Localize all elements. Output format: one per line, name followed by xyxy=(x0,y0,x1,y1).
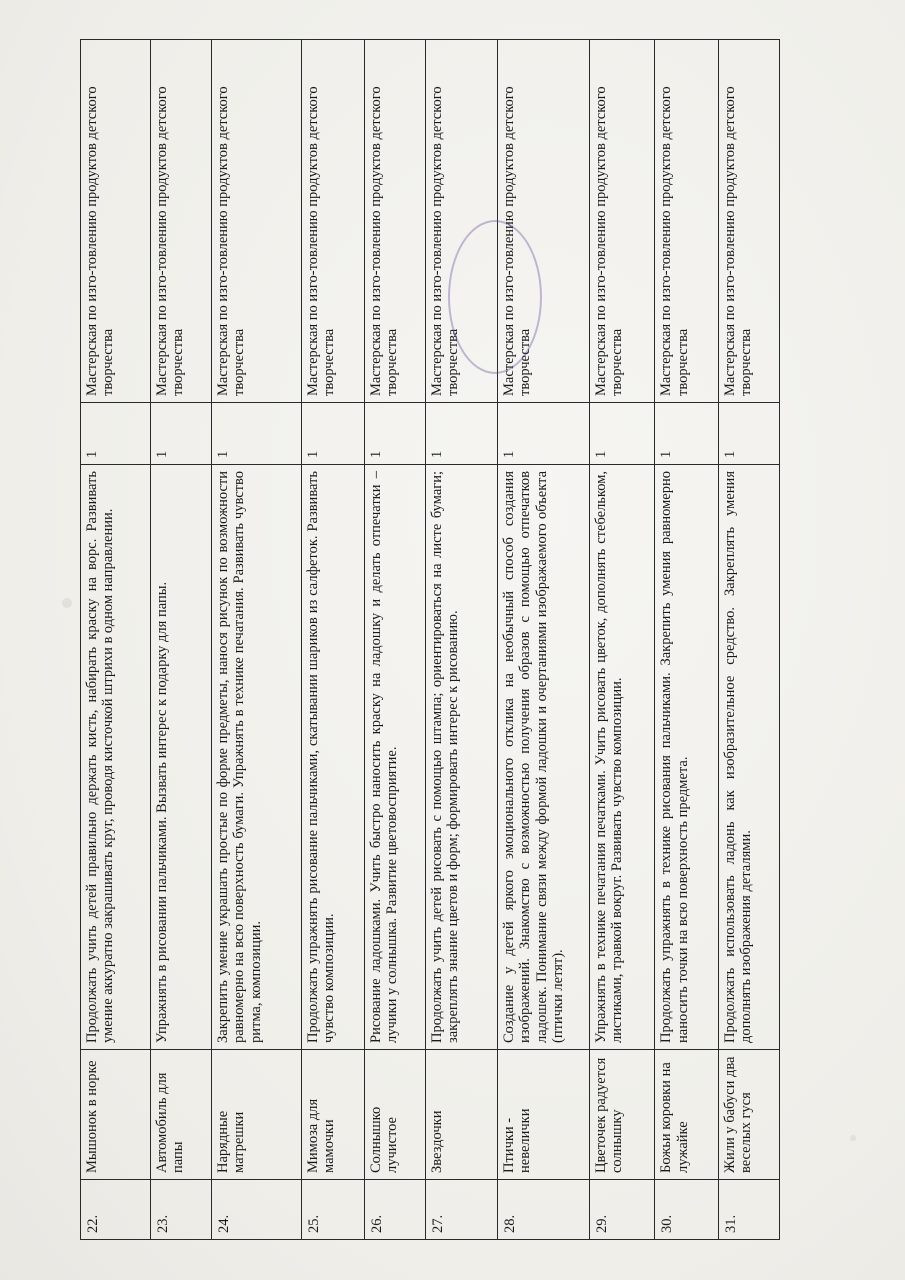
lesson-number: 29. xyxy=(589,1180,655,1240)
lesson-form: Мастерская по изго-товлению продуктов детского творчества xyxy=(301,40,364,403)
table-row xyxy=(589,40,655,1240)
lesson-description: Рисование ладошками. Учить быстро наносить краску на ладошку и делать отпечатки – лучики у солнышка. Развитие цветовосприятие. xyxy=(364,465,425,1050)
table-row xyxy=(301,40,364,1240)
lesson-description: Продолжать упражнять рисование пальчиками, скатывании шариков из салфеток. Развивать чувство композиции. xyxy=(301,465,364,1050)
lesson-number: 23. xyxy=(150,1180,211,1240)
table-row xyxy=(718,40,779,1240)
lesson-form: Мастерская по изго-товлению продуктов детского творчества xyxy=(426,40,498,403)
lesson-description: Продолжать учить детей правильно держать кисть, набирать краску на ворс. Развивать умение аккуратно закрашивать круг, проводя кисточкой штрихи в одном направлении. xyxy=(81,465,151,1050)
lesson-description: Продолжать учить детей рисовать с помощью штампа; ориентироваться на листе бумаги; закреплять знание цветов и форм; формировать интерес к рисованию. xyxy=(426,465,498,1050)
table-row xyxy=(212,40,302,1240)
lesson-description: Упражнять в технике печатания печатками. Учить рисовать цветок, дополнять стебельком, листиками, травкой вокруг. Развивать чувство композиции. xyxy=(589,465,655,1050)
lesson-form: Мастерская по изго-товлению продуктов детского творчества xyxy=(498,40,590,403)
table-row xyxy=(655,40,718,1240)
lesson-number: 25. xyxy=(301,1180,364,1240)
lesson-title: Автомобиль для папы xyxy=(150,1050,211,1180)
lesson-number: 27. xyxy=(426,1180,498,1240)
lesson-description: Закрепить умение украшать простые по форме предметы, нанося рисунок по возможности равномерно на всю поверхность бумаги. Упражнять в технике печатания. Развивать чувство ритма, композиции. xyxy=(212,465,302,1050)
lesson-hours: 1 xyxy=(655,403,718,465)
table-row xyxy=(364,40,425,1240)
lesson-hours: 1 xyxy=(364,403,425,465)
table-row xyxy=(498,40,590,1240)
paper-smudge xyxy=(62,598,72,608)
lesson-hours: 1 xyxy=(589,403,655,465)
lesson-number: 22. xyxy=(81,1180,151,1240)
faded-stamp xyxy=(448,220,542,374)
lesson-number: 31. xyxy=(718,1180,779,1240)
lesson-hours: 1 xyxy=(301,403,364,465)
lesson-title: Жили у бабуси два веселых гуся xyxy=(718,1050,779,1180)
lesson-title: Птички - невелички xyxy=(498,1050,590,1180)
lesson-description: Создание у детей яркого эмоционального отклика на необычный способ создания изображений. Знакомство с возможностью получения образов с помощью отпечатков ладошек. Понимание связи между формой ладошки и очертаниями изображаемого объекта (птички летят). xyxy=(498,465,590,1050)
lesson-form: Мастерская по изго-товлению продуктов детского творчества xyxy=(212,40,302,403)
lesson-title: Цветочек радуется солнышку xyxy=(589,1050,655,1180)
lesson-form: Мастерская по изго-товлению продуктов детского творчества xyxy=(589,40,655,403)
lesson-form: Мастерская по изго-товлению продуктов детского творчества xyxy=(718,40,779,403)
lesson-title: Солнышко лучистое xyxy=(364,1050,425,1180)
lesson-hours: 1 xyxy=(498,403,590,465)
lesson-plan-table xyxy=(80,39,780,1240)
lesson-title: Мышонок в норке xyxy=(81,1050,151,1180)
lesson-description: Продолжать упражнять в технике рисования пальчиками. Закрепить умения равномерно наносить точки на всю поверхность предмета. xyxy=(655,465,718,1050)
lesson-title: Мимоза для мамочки xyxy=(301,1050,364,1180)
lesson-number: 24. xyxy=(212,1180,302,1240)
paper-smudge xyxy=(850,1135,856,1141)
lesson-form: Мастерская по изго-товлению продуктов детского творчества xyxy=(81,40,151,403)
table-row xyxy=(150,40,211,1240)
lesson-form: Мастерская по изго-товлению продуктов детского творчества xyxy=(364,40,425,403)
lesson-title: Звездочки xyxy=(426,1050,498,1180)
lesson-description: Упражнять в рисовании пальчиками. Вызвать интерес к подарку для папы. xyxy=(150,465,211,1050)
lesson-number: 30. xyxy=(655,1180,718,1240)
lesson-hours: 1 xyxy=(150,403,211,465)
table-row xyxy=(426,40,498,1240)
lesson-hours: 1 xyxy=(426,403,498,465)
lesson-form: Мастерская по изго-товлению продуктов детского творчества xyxy=(655,40,718,403)
lesson-title: Нарядные матрешки xyxy=(212,1050,302,1180)
lesson-title: Божьи коровки на лужайке xyxy=(655,1050,718,1180)
lesson-number: 28. xyxy=(498,1180,590,1240)
lesson-description: Продолжать использовать ладонь как изобразительное средство. Закреплять умения дополнять изображения деталями. xyxy=(718,465,779,1050)
lesson-number: 26. xyxy=(364,1180,425,1240)
lesson-form: Мастерская по изго-товлению продуктов детского творчества xyxy=(150,40,211,403)
lesson-hours: 1 xyxy=(81,403,151,465)
rotated-table-wrapper xyxy=(80,40,780,1240)
lesson-hours: 1 xyxy=(718,403,779,465)
table-row xyxy=(81,40,151,1240)
lesson-hours: 1 xyxy=(212,403,302,465)
